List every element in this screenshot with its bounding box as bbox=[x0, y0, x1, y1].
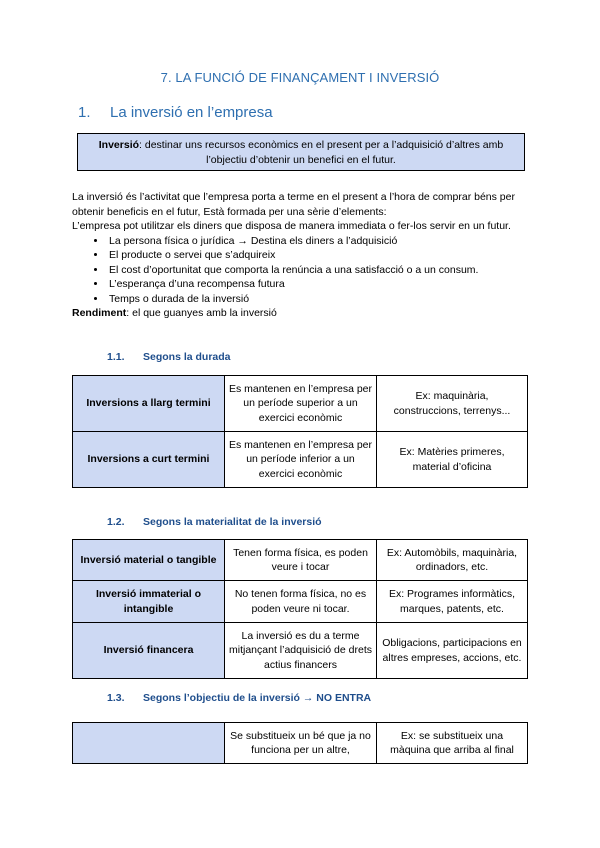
list-item: • Temps o durada de la inversió bbox=[107, 292, 532, 307]
table-cell-example: Ex: maquinària, construccions, terrenys... bbox=[377, 376, 528, 432]
intro-paragraph-1: La inversió és l’activitat que l’empresa porta a terme en el present a l’hora de comprar béns per obtenir beneficis en el futur, Està formada per una sèrie d’elements: bbox=[72, 191, 515, 218]
table-cell-example: Ex: Programes informàtics, marques, patents, etc. bbox=[377, 581, 528, 623]
table-cell-example: Ex: Automòbils, maquinària, ordinadors, etc. bbox=[377, 540, 528, 581]
elements-list bbox=[72, 234, 532, 307]
table-cell-head: Inversions a curt termini bbox=[73, 432, 225, 488]
table-durada bbox=[72, 375, 528, 488]
table-cell-head: Inversió financera bbox=[73, 623, 225, 679]
table-objectiu bbox=[72, 722, 528, 764]
table-row bbox=[73, 432, 528, 488]
table-cell-desc: Es mantenen en l’empresa per un període inferior a un exercici econòmic bbox=[225, 432, 377, 488]
table-row bbox=[73, 723, 528, 764]
table-cell-head: Inversions a llarg termini bbox=[73, 376, 225, 432]
subsection-label: Segons la materialitat de la inversió bbox=[143, 516, 322, 528]
definition-text: : destinar uns recursos econòmics en el present per a l’adquisició d’altres amb l’objectiu d’obtenir un benefici en el futur. bbox=[139, 139, 504, 166]
subsection-heading-materialitat bbox=[107, 516, 322, 528]
table-row bbox=[73, 581, 528, 623]
table-cell-desc: Tenen forma física, es poden veure i tocar bbox=[225, 540, 377, 581]
page-title: 7. LA FUNCIÓ DE FINANÇAMENT I INVERSIÓ bbox=[160, 70, 440, 85]
subsection-label: Segons l’objectiu de la inversió bbox=[143, 692, 300, 704]
list-item: • La persona física o jurídica → Destina els diners a l’adquisició bbox=[107, 234, 532, 249]
section-number: 1. bbox=[78, 104, 91, 121]
rendiment-definition bbox=[72, 306, 532, 321]
rendiment-term: Rendiment bbox=[72, 307, 127, 319]
section-heading bbox=[78, 104, 273, 121]
no-entra-note: → NO ENTRA bbox=[302, 692, 372, 704]
table-cell-head: Inversió immaterial o intangible bbox=[73, 581, 225, 623]
subsection-number: 1.2. bbox=[107, 516, 125, 528]
subsection-number: 1.1. bbox=[107, 351, 125, 363]
definition-term: Inversió bbox=[98, 139, 140, 151]
table-cell-desc: No tenen forma física, no es poden veure ni tocar. bbox=[225, 581, 377, 623]
definition-box bbox=[77, 133, 525, 171]
table-cell-example: Ex: Matèries primeres, material d’oficina bbox=[377, 432, 528, 488]
intro-text bbox=[72, 190, 532, 321]
subsection-label: Segons la durada bbox=[143, 351, 231, 363]
table-row bbox=[73, 376, 528, 432]
rendiment-text: : el que guanyes amb la inversió bbox=[126, 307, 277, 319]
table-cell-desc: Es mantenen en l’empresa per un període superior a un exercici econòmic bbox=[225, 376, 377, 432]
list-item: • L’esperança d’una recompensa futura bbox=[107, 277, 532, 292]
table-cell-example: Obligacions, participacions en altres empreses, accions, etc. bbox=[377, 623, 528, 679]
table-cell-head bbox=[73, 723, 225, 764]
table-row bbox=[73, 540, 528, 581]
subsection-number: 1.3. bbox=[107, 692, 125, 704]
table-cell-head: Inversió material o tangible bbox=[73, 540, 225, 581]
table-cell-desc: La inversió es du a terme mitjançant l’adquisició de drets actius financers bbox=[225, 623, 377, 679]
table-materialitat bbox=[72, 539, 528, 679]
list-item: • El producte o servei que s’adquireix bbox=[107, 248, 532, 263]
list-item: • El cost d’oportunitat que comporta la renúncia a una satisfacció o a un consum. bbox=[107, 263, 532, 278]
table-row bbox=[73, 623, 528, 679]
table-cell-example: Ex: se substitueix una màquina que arriba al final bbox=[377, 723, 528, 764]
table-cell-desc: Se substitueix un bé que ja no funciona per un altre, bbox=[225, 723, 377, 764]
subsection-heading-durada bbox=[107, 351, 231, 363]
intro-paragraph-2: L’empresa pot utilitzar els diners que disposa de manera immediata o fer-los servir en un futur. bbox=[72, 220, 511, 232]
section-label: La inversió en l’empresa bbox=[110, 104, 273, 121]
subsection-heading-objectiu bbox=[107, 692, 371, 704]
